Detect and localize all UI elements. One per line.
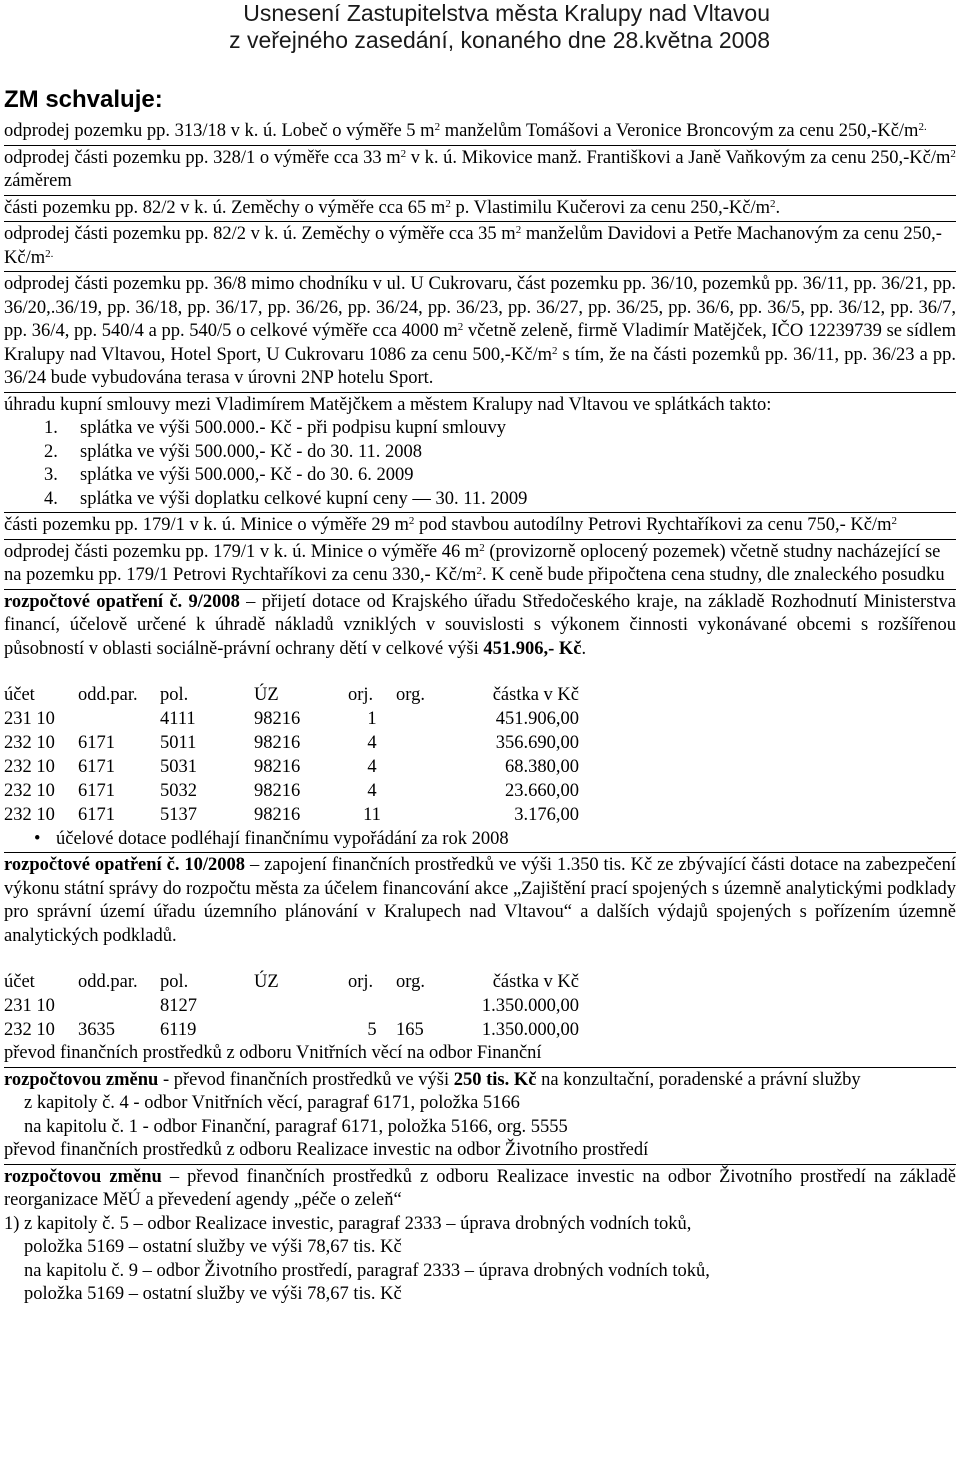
from-chapter: 1) z kapitoly č. 5 – odbor Realizace investic, paragraf 2333 – úprava drobných vodních toků, [4, 1213, 692, 1234]
resolution-item-10 [4, 853, 956, 1068]
document-header [229, 0, 770, 54]
payment-intro: úhradu kupní smlouvy mezi Vladimírem Matějčkem a městem Kralupy nad Vltavou ve splátkách takto: [4, 394, 772, 415]
header-line-2: z veřejného zasedání, konaného dne 28.května 2008 [229, 27, 770, 53]
transfer-note: převod finančních prostředků z odboru Realizace investic na odbor Životního prostředí [4, 1140, 649, 1160]
section-title: ZM schvaluje: [4, 86, 163, 113]
installment-4: 4. splátka ve výši doplatku celkové kupní ceny — 30. 11. 2009 [44, 488, 528, 509]
budget-table-10 [4, 970, 956, 1042]
resolution-item-2: odprodej části pozemku pp. 328/1 o výměře cca 33 $m^2$ v k. ú. Mikovice manž. Františkovi a Janě Vaňkovým za cenu $250,-Kč/m^2$ záměrem [4, 146, 956, 196]
resolution-item-4: odprodej části pozemku pp. 82/2 v k. ú. Zeměchy o výměře cca 35 $m^2$ manželům Davidovi a Petře Machanovým za cenu $250,-Kč/m^{2.}$ [4, 222, 956, 272]
budget-measure-10-text: rozpočtové opatření č. 10/2008 – zapojení finančních prostředků ve výši 1.350 tis. Kč ze zbývající části dotace na zabezpečení výkonu státní správy do rozpočtu města za účelem financování akce „Zajištění prací spojených s územně analytickými podklady pro správní území úřadu územního plánování v Kralupech nad Vltavou“ a dalších výdajů spojených s pořízením územně analytických podkladů. [4, 855, 956, 946]
budget-measure-9-text: rozpočtové opatření č. 9/2008 – přijetí dotace od Krajského úřadu Středočeského kraje, na základě Rozhodnutí Ministerstva financí, účelově určené k úhradě nákladů vzniklých v souvislosti s výkonem činnosti vykonávané obcemi s rozšířenou působností v oblasti sociálně-právní ochrany dětí v celkové výši 451.906,- Kč. [4, 591, 956, 659]
transfer-note: převod finančních prostředků z odboru Vnitřních věcí na odbor Finanční [4, 1043, 542, 1063]
table-row: 232 10 3635 6119 5 165 1.350.000,00 [4, 1020, 579, 1040]
table-row: 232 10 6171 5011 98216 4 356.690,00 [4, 733, 579, 753]
subsidy-note: • účelové dotace podléhají finančnímu vypořádání za rok 2008 [4, 827, 956, 851]
budget-change-12-text: rozpočtovou změnu – převod finančních prostředků z odboru Realizace investic na odbor Životního prostředí na základě reorganizace MěÚ a převedení agendy „péče o zeleň“ [4, 1166, 956, 1210]
installment-1: 1. splátka ve výši 500.000.- Kč - při podpisu kupní smlouvy [44, 418, 506, 438]
resolution-item-8: odprodej části pozemku pp. 179/1 v k. ú. Minice o výměře 46 $m^2$ (provizorně oplocený pozemek) včetně studny nacházející se na pozemku pp. 179/1 Petrovi Rychtaříkovi za cenu 330,- $Kč/m^2$. K ceně bude připočtena cena studny, dle znaleckého posudku [4, 540, 956, 590]
table-row: 232 10 6171 5031 98216 4 68.380,00 [4, 757, 579, 777]
resolution-item-9 [4, 590, 956, 854]
table-header-row: účet odd.par. pol. ÚZ orj. org. částka v Kč [4, 972, 579, 992]
table-row: 232 10 6171 5032 98216 4 23.660,00 [4, 781, 579, 801]
to-item: položka 5169 – ostatní služby ve výši 78,67 tis. Kč [24, 1284, 402, 1304]
budget-change-11-text: rozpočtovou změnu - převod finančních prostředků ve výši 250 tis. Kč na konzultační, poradenské a právní služby [4, 1069, 861, 1090]
from-item: položka 5169 – ostatní služby ve výši 78,67 tis. Kč [24, 1237, 402, 1257]
resolution-item-1: odprodej pozemku pp. 313/18 v k. ú. Lobeč o výměře 5 $m^2$ manželům Tomášovi a Veronice Broncovým za cenu $250,-Kč/m^{2.}$ [4, 119, 956, 146]
from-chapter: z kapitoly č. 4 - odbor Vnitřních věcí, paragraf 6171, položka 5166 [24, 1093, 520, 1113]
resolution-item-5: odprodej části pozemku pp. 36/8 mimo chodníku v ul. U Cukrovaru, část pozemku pp. 36/10, pozemků pp. 36/11, pp. 36/21, pp. 36/20,.36/19, pp. 36/18, pp. 36/17, pp. 36/26, pp. 36/24, pp. 36/23, pp. 36/27, pp. 36/25, pp. 36/6, pp. 36/5, pp. 36/12, pp. 36/7, pp. 36/4, pp. 540/4 a pp. 540/5 o celkové výměře cca 4000 $m^2$ včetně zeleně, firmě Vladimír Matějček, IČO 12239739 se sídlem Kralupy nad Vltavou, Hotel Sport, U Cukrovaru 1086 za cenu $500,-Kč/m^2$ s tím, že na části pozemků pp. 36/11, pp. 36/23 a pp. 36/24 bude vybudována terasa v úrovni 2NP hotelu Sport. [4, 272, 956, 393]
header-line-1: Usnesení Zastupitelstva města Kralupy nad Vltavou [243, 0, 770, 26]
table-header-row: účet odd.par. pol. ÚZ orj. org. částka v Kč [4, 685, 579, 705]
resolution-list [4, 119, 956, 1308]
resolution-item-11 [4, 1068, 956, 1165]
budget-table-9 [4, 683, 956, 827]
resolution-item-3: části pozemku pp. 82/2 v k. ú. Zeměchy o výměře cca 65 $m^2$ p. Vlastimilu Kučerovi za cenu $250,-Kč/m^2$. [4, 196, 956, 223]
table-row: 232 10 6171 5137 98216 11 3.176,00 [4, 805, 579, 825]
installment-3: 3. splátka ve výši 500.000,- Kč - do 30. 6. 2009 [44, 465, 414, 485]
resolution-item-7: části pozemku pp. 179/1 v k. ú. Minice o výměře 29 $m^2$ pod stavbou autodílny Petrovi Rychtaříkovi za cenu 750,- $Kč/m^2$ [4, 513, 956, 540]
table-row: 231 10 8127 1.350.000,00 [4, 996, 579, 1016]
to-chapter: na kapitolu č. 9 – odbor Životního prostředí, paragraf 2333 – úprava drobných vodních toků, [24, 1260, 710, 1281]
installment-2: 2. splátka ve výši 500.000,- Kč - do 30. 11. 2008 [44, 441, 423, 462]
to-chapter: na kapitolu č. 1 - odbor Finanční, paragraf 6171, položka 5166, org. 5555 [24, 1116, 568, 1137]
resolution-item-12 [4, 1165, 956, 1308]
table-row: 231 10 4111 98216 1 451.906,00 [4, 709, 579, 729]
resolution-item-6 [4, 393, 956, 514]
